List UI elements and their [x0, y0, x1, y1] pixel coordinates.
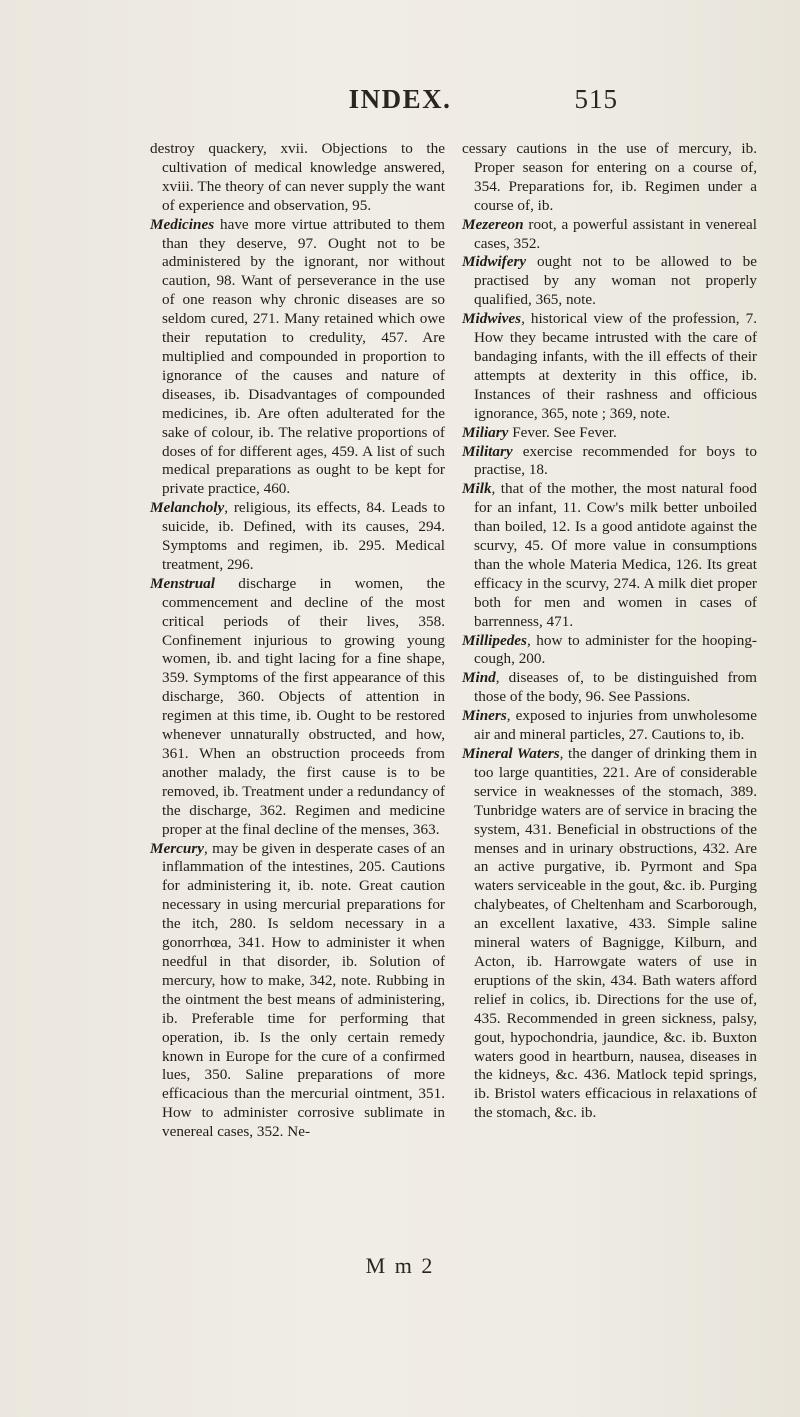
index-entry — [150, 575, 445, 840]
index-entry — [462, 669, 757, 707]
index-entry-text: , that of the mother, the most natural food for an infant, 11. Cow's milk better unboiled than boiled, 12. Is a good antidote against the scurvy, 45. Of more value in consumptions than the whole Materia Medica, 126. Its great efficacy in the scurvy, 274. A milk diet proper both for men and women in cases of barrenness, 471. — [474, 480, 757, 630]
index-entry — [462, 424, 757, 443]
index-entry-text: destroy quackery, xvii. Objections to the cultivation of medical knowledge answered, xviii. The theory of can never supply the want of experience and observation, 95. — [150, 140, 445, 214]
index-entry-text: , may be given in desperate cases of an inflammation of the intestines, 205. Cautions for administering it, ib. note. Great caution necessary in using mercurial preparations for the itch, 280. Is seldom necessary in a gonorrhœa, 341. How to administer it when needful in that disorder, ib. Solution of mercury, how to make, 342, note. Rubbing in the ointment the best means of administering, ib. Preferable time for performing that operation, ib. Is the only certain remedy known in Europe for the cure of a confirmed lues, 350. Saline preparations of more efficacious than the mercurial ointment, 351. How to administer corrosive sublimate in venereal cases, 352. Ne- — [162, 839, 445, 1141]
index-entry-text: , the danger of drinking them in too large quantities, 221. Are of considerable service in weaknesses of the stomach, 389. Tunbridge waters are of service in bracing the system, 431. Beneficial in obstructions of the menses and in urinary obstructions, 432. Are an active purgative, ib. Pyrmont and Spa waters serviceable in the gout, &c. ib. Purging chalybeates, of Cheltenham and Scarborough, an excellent laxative, 433. Simple saline mineral waters of Bagnigge, Kilburn, and Acton, ib. Harrowgate waters of use in eruptions of the skin, 434. Bath waters afford relief in colics, ib. Directions for the use of, 435. Recommended in green sickness, palsy, gout, hypochondria, jaundice, &c. ib. Buxton waters good in heartburn, nausea, diseases in the kidneys, &c. 436. Matlock tepid springs, ib. Bristol waters efficacious in relaxations of the stomach, &c. ib. — [474, 745, 757, 1122]
index-entry-heading: Mind — [462, 669, 496, 687]
index-entry-heading: Mineral Waters — [462, 745, 560, 762]
index-entry-text: , diseases of, to be distinguished from those of the body, 96. See Passions. — [474, 669, 757, 706]
index-entry-heading: Milk — [462, 480, 492, 498]
index-entry — [150, 499, 445, 575]
index-entry-text: ought not to be allowed to be practised by any woman not properly qualified, 365, note. — [474, 253, 757, 309]
page-number: 515 — [574, 84, 618, 114]
index-entry-heading: Midwifery — [462, 253, 527, 271]
index-entry-text: , religious, its effects, 84. Leads to suicide, ib. Defined, with its causes, 294. Symptoms and regimen, ib. 295. Medical treatment, 296. — [162, 499, 445, 573]
index-entry-heading: Midwives — [462, 310, 522, 328]
index-entry — [150, 140, 445, 216]
index-entry-heading: Menstrual — [150, 574, 215, 592]
left-column — [150, 140, 445, 1142]
index-entry-heading: Military — [462, 442, 513, 460]
index-entry — [150, 216, 445, 500]
index-entry-heading: Melancholy — [150, 499, 225, 517]
index-entry — [462, 140, 757, 216]
index-entry-heading: Mercury — [150, 839, 204, 857]
right-column — [462, 140, 757, 1123]
index-entry — [150, 840, 445, 1143]
page-header — [0, 84, 800, 124]
index-entry — [462, 310, 757, 423]
index-entry-text: , how to administer for the hooping-cough, 200. — [474, 631, 757, 668]
index-entry-text: exercise recommended for boys to practise, 18. — [474, 442, 757, 479]
index-entry — [462, 253, 757, 310]
index-entry-text: root, a powerful assistant in venereal cases, 352. — [474, 215, 757, 252]
index-entry-heading: Mezereon — [462, 215, 524, 233]
index-entry — [462, 632, 757, 670]
index-entry-text: cessary cautions in the use of mercury, ib. Proper season for entering on a course of, 354. Preparations for, ib. Regimen under a course of, ib. — [462, 140, 757, 214]
index-entry-heading: Millipedes — [462, 631, 527, 649]
index-entry — [462, 216, 757, 254]
index-entry-heading: Miliary — [462, 423, 509, 441]
index-entry-heading: Miners — [462, 707, 507, 725]
running-head: INDEX. — [348, 84, 452, 114]
index-entry — [462, 745, 757, 1123]
index-entry — [462, 443, 757, 481]
index-entry-text: , historical view of the profession, 7. How they became intrusted with the care of bandaging infants, with the ill effects of their attempts at dexterity in this office, ib. Instances of their rashness and officious ignorance, 365, note ; 369, note. — [474, 310, 757, 422]
index-entry-text: , exposed to injuries from unwholesome air and mineral particles, 27. Cautions to, ib. — [474, 707, 757, 744]
index-entry — [462, 707, 757, 745]
index-entry-heading: Medicines — [150, 215, 215, 233]
index-entry — [462, 480, 757, 631]
index-entry-text: discharge in women, the commencement and decline of the most critical periods of their lives, 358. Confinement injurious to growing young women, ib. and tight lacing for a fine shape, 359. Symptoms of the first appearance of this discharge, 360. Objects of attention in regimen at this time, ib. Ought to be restored whenever unnaturally obstructed, and how, 361. When an obstruction proceeds from another malady, the first cause is to be removed, ib. Treatment under a redundancy of the discharge, 362. Regimen and medicine proper at the final decline of the menses, 363. — [162, 574, 445, 838]
signature-mark: M m 2 — [365, 1253, 435, 1278]
index-entry-text: Fever. See Fever. — [508, 423, 617, 441]
index-entry-text: have more virtue attributed to them than they deserve, 97. Ought not to be administered by the ignorant, nor without caution, 98. Want of perseverance in the use of one reason why chronic diseases are so seldom cured, 271. Many retained which owe their reputation to credulity, 457. Are multiplied and compounded in proportion to ignorance of the causes and nature of diseases, ib. Disadvantages of compounded medicines, ib. Are often adulterated for the sake of colour, ib. The relative proportions of doses of for different ages, 459. A list of such medical preparations as ought to be kept for private practice, 460. — [162, 215, 445, 498]
